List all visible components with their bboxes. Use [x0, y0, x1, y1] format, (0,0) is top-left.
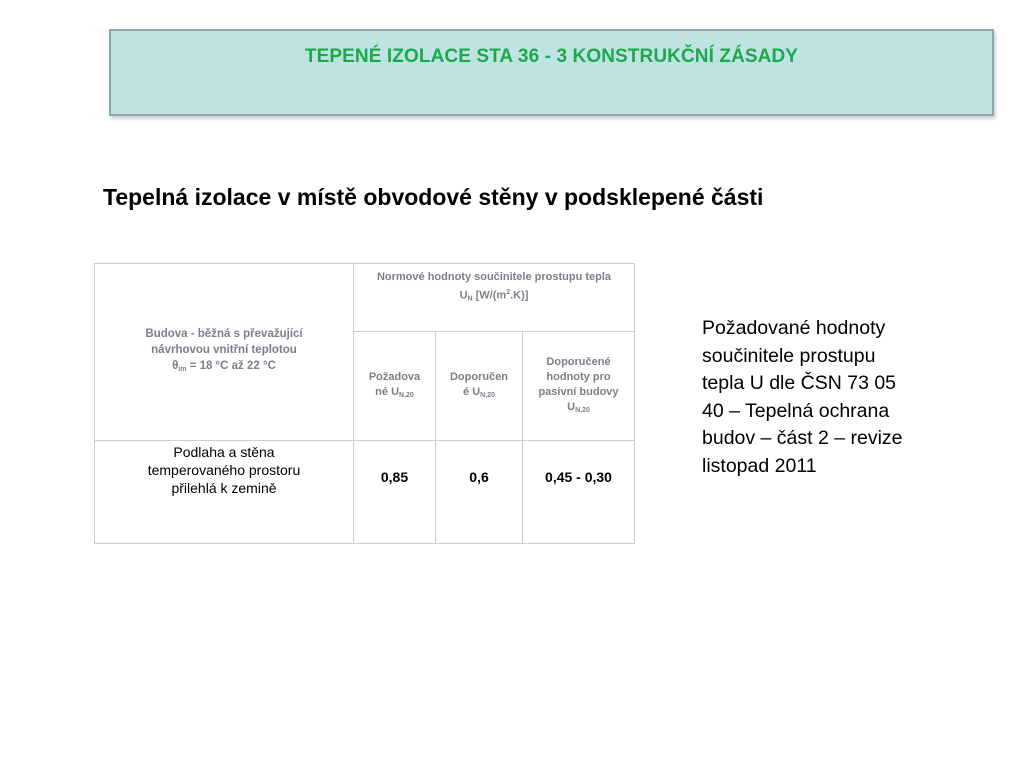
col1-line2: né U [375, 385, 400, 398]
col3-line3: pasivní budovy [538, 385, 619, 398]
col-passive-header [523, 332, 635, 441]
row-label-line3: přilehlá k zemině [171, 480, 277, 496]
budova-theta-sub: im [178, 366, 187, 373]
group-header-cell [354, 264, 635, 332]
title-band [109, 29, 994, 116]
note-line1: Požadované hodnoty [702, 317, 886, 339]
budova-range: = 18 °C až 22 °C [186, 360, 276, 372]
row-label-line2: temperovaného prostoru [147, 462, 301, 478]
norm-values-table [94, 263, 635, 544]
col2-sub: N,20 [480, 391, 495, 399]
note-line5: budov – část 2 – revize [702, 427, 903, 449]
value-passive: 0,45 - 0,30 [523, 441, 635, 544]
budova-line1: Budova - běžná s převažující [145, 328, 303, 340]
value-recommended: 0,6 [436, 441, 523, 544]
note-line4: 40 – Tepelná ochrana [702, 399, 890, 422]
row-label-cell [95, 441, 354, 544]
budova-theta: θ [172, 360, 179, 372]
col-required-header [354, 332, 436, 441]
value-required: 0,85 [354, 441, 436, 544]
slide-subtitle: Tepelná izolace v místě obvodové stěny v podsklepené části [103, 184, 764, 210]
group-header-unit-sup: 2 [506, 289, 511, 296]
col2-line1: Doporučen [449, 370, 509, 383]
group-header-line1: Normové hodnoty součinitele prostupu tepla [376, 271, 612, 283]
col3-line2: hodnoty pro [546, 370, 611, 383]
group-header-unit-post: .K)] [510, 289, 529, 302]
row-label-line1: Podlaha a stěna [173, 444, 275, 460]
group-header-u: U [459, 289, 468, 302]
budova-header-cell [95, 264, 354, 441]
source-note [702, 315, 952, 480]
table-row [95, 441, 635, 544]
col3-line1: Doporučené [546, 355, 611, 368]
group-header-unit-pre: [W/(m [472, 289, 507, 302]
note-line2: součinitele prostupu [702, 344, 876, 367]
budova-line2: návrhovou vnitřní teplotou [151, 344, 297, 356]
col-recommended-header [436, 332, 523, 441]
note-line3: tepla U dle ČSN 73 05 [702, 372, 897, 394]
col3-u: U [567, 400, 576, 413]
slide-title: TEPENÉ IZOLACE STA 36 - 3 KONSTRUKČNÍ ZÁSADY [304, 46, 799, 67]
col1-line1: Požadova [368, 370, 421, 383]
col1-sub: N,20 [399, 391, 414, 399]
group-header-u-sub: N [467, 295, 473, 303]
col2-line2: é U [463, 385, 481, 398]
col3-sub: N,20 [575, 406, 590, 414]
note-line6: listopad 2011 [702, 454, 817, 477]
